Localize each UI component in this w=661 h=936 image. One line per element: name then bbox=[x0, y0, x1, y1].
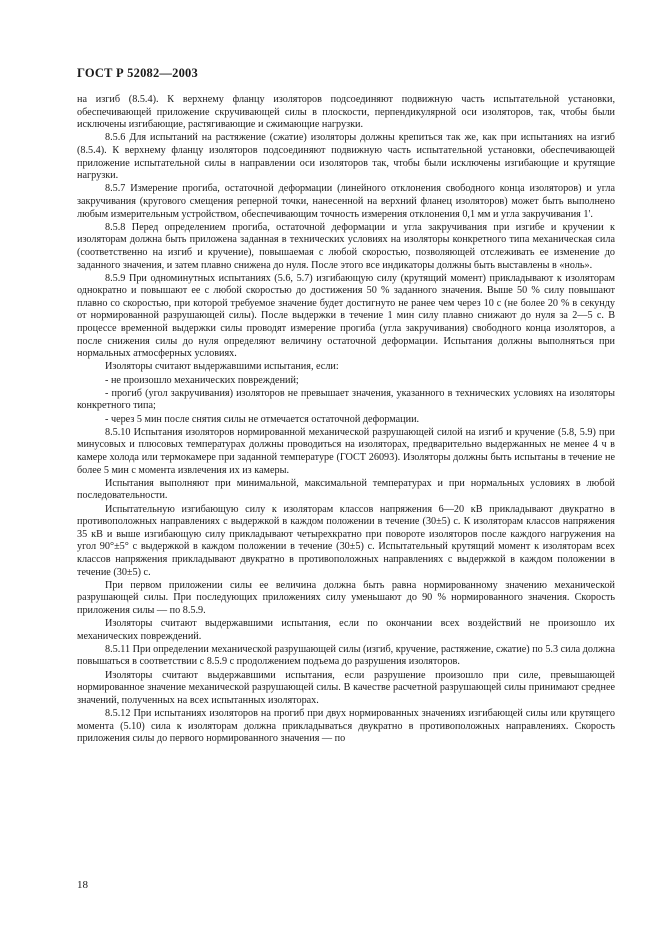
paragraph: на изгиб (8.5.4). К верхнему фланцу изоляторов подсоединяют подвижную часть испытательной установки, обеспечивающей приложение скручивающей силы в плоскости, перпендикулярной оси изоляторов, так, чтобы были исключены изгибающие, растягивающие и сжимающие нагрузки. bbox=[77, 94, 615, 131]
document-header: ГОСТ Р 52082—2003 bbox=[77, 66, 198, 80]
paragraph: Изоляторы считают выдержавшими испытания, если разрушение произошло при силе, превышающей нормированное значение механической разрушающей силы. В качестве расчетной разрушающей силы принимают среднее значений, полученных на всех испытанных изоляторах. bbox=[77, 669, 615, 706]
paragraph: Испытательную изгибающую силу к изоляторам классов напряжения 6—20 кВ прикладывают двукратно в противоположных направлениях с выдержкой в каждом положении в течение (30±5) с. К изоляторам классов напряжения 35 кВ и выше изгибающую силу прикладывают четырехкратно при повороте изоляторов после каждого нагружения на угол 90°±5° с выдержкой в каждом положении в течение (30±5) с. Испытательный крутящий момент к изоляторам всех классов напряжения прикладывают двукратно в противоположных направлениях с выдержкой в каждом положении в течение (30±5) с. bbox=[77, 503, 615, 578]
paragraph: 8.5.10 Испытания изоляторов нормированной механической разрушающей силой на изгиб и кручение (5.8, 5.9) при минусовых и плюсовых температурах должны проводиться на изоляторах, предварительно выдержанных не менее 4 ч в камере холода или термокамере при заданной температуре (ГОСТ 26093). Изоляторы должны быть испытаны в течение не более 5 мин с момента извлечения их из камеры. bbox=[77, 426, 615, 476]
paragraph: Изоляторы считают выдержавшими испытания, если по окончании всех воздействий не произошло их механических повреждений. bbox=[77, 618, 615, 642]
paragraph: 8.5.12 При испытаниях изоляторов на прогиб при двух нормированных значениях изгибающей силы или крутящего момента (5.10) сила к изоляторам должна прикладываться двукратно в противоположных направлениях. Скорость приложения силы до первого нормированного значения — по bbox=[77, 708, 615, 745]
page-number: 18 bbox=[77, 879, 88, 891]
list-item: - через 5 мин после снятия силы не отмечается остаточной деформации. bbox=[105, 413, 420, 425]
paragraph: 8.5.6 Для испытаний на растяжение (сжатие) изоляторы должны крепиться так же, как при испытаниях на изгиб (8.5.4). К верхнему фланцу изоляторов подсоединяют подвижную часть испытательной установки, обеспечивающей приложение испытательной силы в направлении оси изоляторов так, чтобы были исключены изгибающие и крутящие нагрузки. bbox=[77, 132, 615, 182]
paragraph: 8.5.7 Измерение прогиба, остаточной деформации (линейного отклонения свободного конца изоляторов) и угла закручивания (кругового смещения реперной точки, нанесенной на верхний фланец изоляторов) может быть выполнено любым измерительным устройством, обеспечивающим точность измерения отклонения 0,1 мм и угла закручивания 1'. bbox=[77, 183, 615, 220]
list-item: - прогиб (угол закручивания) изоляторов не превышает значения, указанного в технических условиях на изоляторы конкретного типа; bbox=[77, 387, 615, 412]
list-item: - не произошло механических повреждений; bbox=[105, 374, 299, 386]
paragraph: 8.5.8 Перед определением прогиба, остаточной деформации и угла закручивания при изгибе и кручении к изоляторам должна быть приложена заданная в технических условиях на изоляторы конкретного типа механическая сила (соответственно на изгиб и кручение), повышаемая с любой скоростью, позволяющей отслеживать ее изменение до заданного значения, и затем плавно снижена до нуля. После этого все индикаторы должны быть выставлены в «ноль». bbox=[77, 221, 615, 271]
paragraph: 8.5.9 При одноминутных испытаниях (5.6, 5.7) изгибающую силу (крутящий момент) прикладывают к изоляторам однократно и повышают ее с любой скоростью до достижения 50 % заданного значения. Выше 50 % силу повышают плавно со скоростью, при которой требуемое значение будет достигнуто не ранее чем через 10 с (не более 20 % в секунду от нормированной разрушающей силы). После выдержки в течение 1 мин силу плавно снижают до нуля за 2—5 с. В процессе временной выдержки силы проводят измерение прогиба (угла закручивания) свободного конца изоляторов, а после снижения силы до нуля определяют величину остаточной деформации. Испытания должны выполняться при нормальных атмосферных условиях. bbox=[77, 272, 615, 360]
paragraph: 8.5.11 При определении механической разрушающей силы (изгиб, кручение, растяжение, сжатие) по 5.3 сила должна повышаться в соответствии с 8.5.9 с продолжением подъема до разрушения изоляторов. bbox=[77, 643, 615, 668]
paragraph: При первом приложении силы ее величина должна быть равна нормированному значению механической разрушающей силы. При последующих приложениях силу уменьшают до 90 % нормированного значения. Скорость приложения силы — по 8.5.9. bbox=[77, 579, 615, 616]
paragraph: Испытания выполняют при минимальной, максимальной температурах и при нормальных условиях в любой последовательности. bbox=[77, 477, 615, 502]
body-text bbox=[77, 94, 615, 746]
paragraph: Изоляторы считают выдержавшими испытания, если: bbox=[105, 361, 339, 373]
